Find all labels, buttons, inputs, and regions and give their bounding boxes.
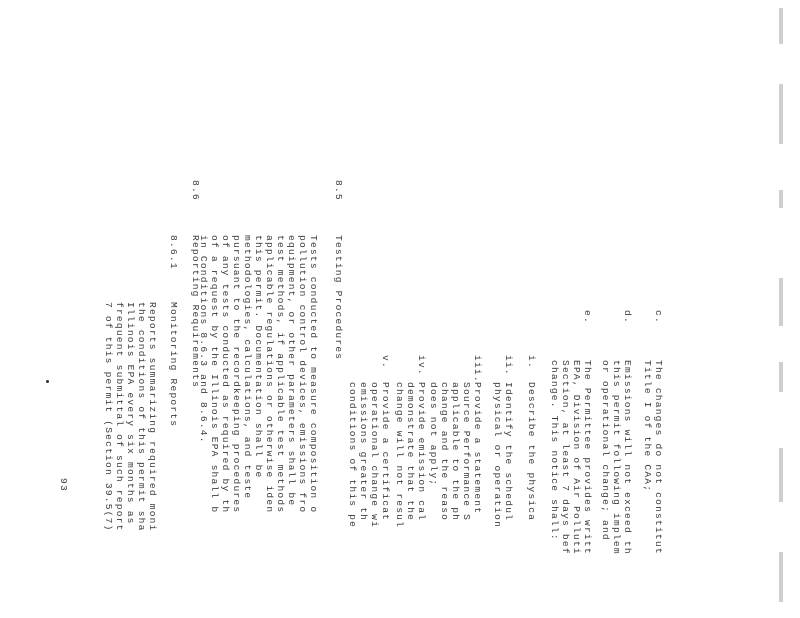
section-8-5-line: of any tests conducted as required by th [220,235,231,514]
subitem-v-line: operational change wi [369,382,380,529]
subitem-iii-line: Source Performance S [461,382,472,522]
scan-edge-mark [779,362,783,392]
section-8-6-number: 8.6 [190,180,201,201]
section-8-6-1-line: Illinois EPA every six months as [125,302,136,525]
section-8-6-1-line: the conditions of this permit sha [136,302,147,532]
section-8-5-line: pursuant to the recordkeeping procedures [231,235,242,514]
section-8-5-line: Tests conducted to measure composition o [308,235,319,514]
section-8-6-1-line: 7 of this permit (Section 39.5(7) [103,302,114,532]
subitem-i-label: i. [526,355,537,369]
subitem-i-line: Describe the physica [526,382,537,522]
section-8-6-1-title: Monitoring Reports [168,302,179,428]
item-d-label: d. [622,310,633,324]
scan-edge-mark [779,190,783,208]
section-8-5-line: test methods, if applicable test methods [275,235,286,514]
section-8-6-1-number: 8.6.1 [168,235,179,270]
section-8-5-line: methodologies, calculations, and teste [242,235,253,500]
subitem-ii-label: ii. [503,355,514,376]
item-c-line: Title I of the CAA; [642,360,653,493]
section-8-5-number: 8.5 [333,180,344,201]
subitem-iii-label: iii. [472,355,483,383]
subitem-iii-line: change and the reaso [439,382,450,522]
scan-edge-mark [779,448,783,502]
subitem-iii-line: Provide a statement [472,382,483,515]
subitem-v-label: v. [380,355,391,369]
item-e-line: The Permittee provides writt [582,360,593,555]
scan-edge-mark [779,8,783,44]
subitem-iv-label: iv. [416,355,427,376]
section-8-5-line: of a request by the Illinois EPA shall b [209,235,220,514]
item-d-line: Emissions will not exceed th [622,360,633,555]
subitem-v-line: Provide a certificat [380,382,391,522]
scan-edge-mark [779,84,783,144]
item-e-line: change. This notice shall: [549,360,560,541]
subitem-v-line: conditions of this pe [347,382,358,529]
section-8-6-1-line: Reports summarizing required moni [147,302,158,532]
subitem-ii-line: physical or operation [492,382,503,529]
section-8-5-line: pollution control devices, emissions fro [297,235,308,514]
item-c-label: c. [653,310,664,324]
item-c-line: The changes do not constitut [653,360,664,555]
section-8-6-1-line: frequent submittal of such report [114,302,125,532]
page-number: 93 [58,478,69,492]
scan-edge-mark [779,552,783,602]
item-d-line: or operational change; and [600,360,611,541]
section-8-5-title: Testing Procedures [333,235,344,361]
scan-edge-mark [779,278,783,326]
stray-dot [46,380,49,383]
subitem-iii-line: applicable to the ph [450,382,461,522]
section-8-6-title: Reporting Requirements [190,235,201,389]
subitem-iii-line: does not apply; [428,382,439,487]
section-8-5-line: this permit. Documentation shall be [253,235,264,479]
subitem-iv-line: Provide emission cal [416,382,427,522]
section-8-5-line: in Conditions 8.6.3 and 8.6.4. [198,235,209,444]
subitem-iv-line: change will not resul [394,382,405,529]
subitem-iv-line: demonstrate that the [405,382,416,522]
item-e-label: e. [582,310,593,324]
item-e-line: Section, at least 7 days bef [560,360,571,555]
section-8-5-line: equipment, or other parameters shall be [286,235,297,507]
subitem-ii-line: Identify the schedul [503,382,514,522]
section-8-5-line: applicable regulations or otherwise iden [264,235,275,514]
item-e-line: EPA, Division of Air Polluti [571,360,582,555]
subitem-v-line: emissions greater th [358,382,369,522]
item-d-line: this permit following implem [611,360,622,555]
